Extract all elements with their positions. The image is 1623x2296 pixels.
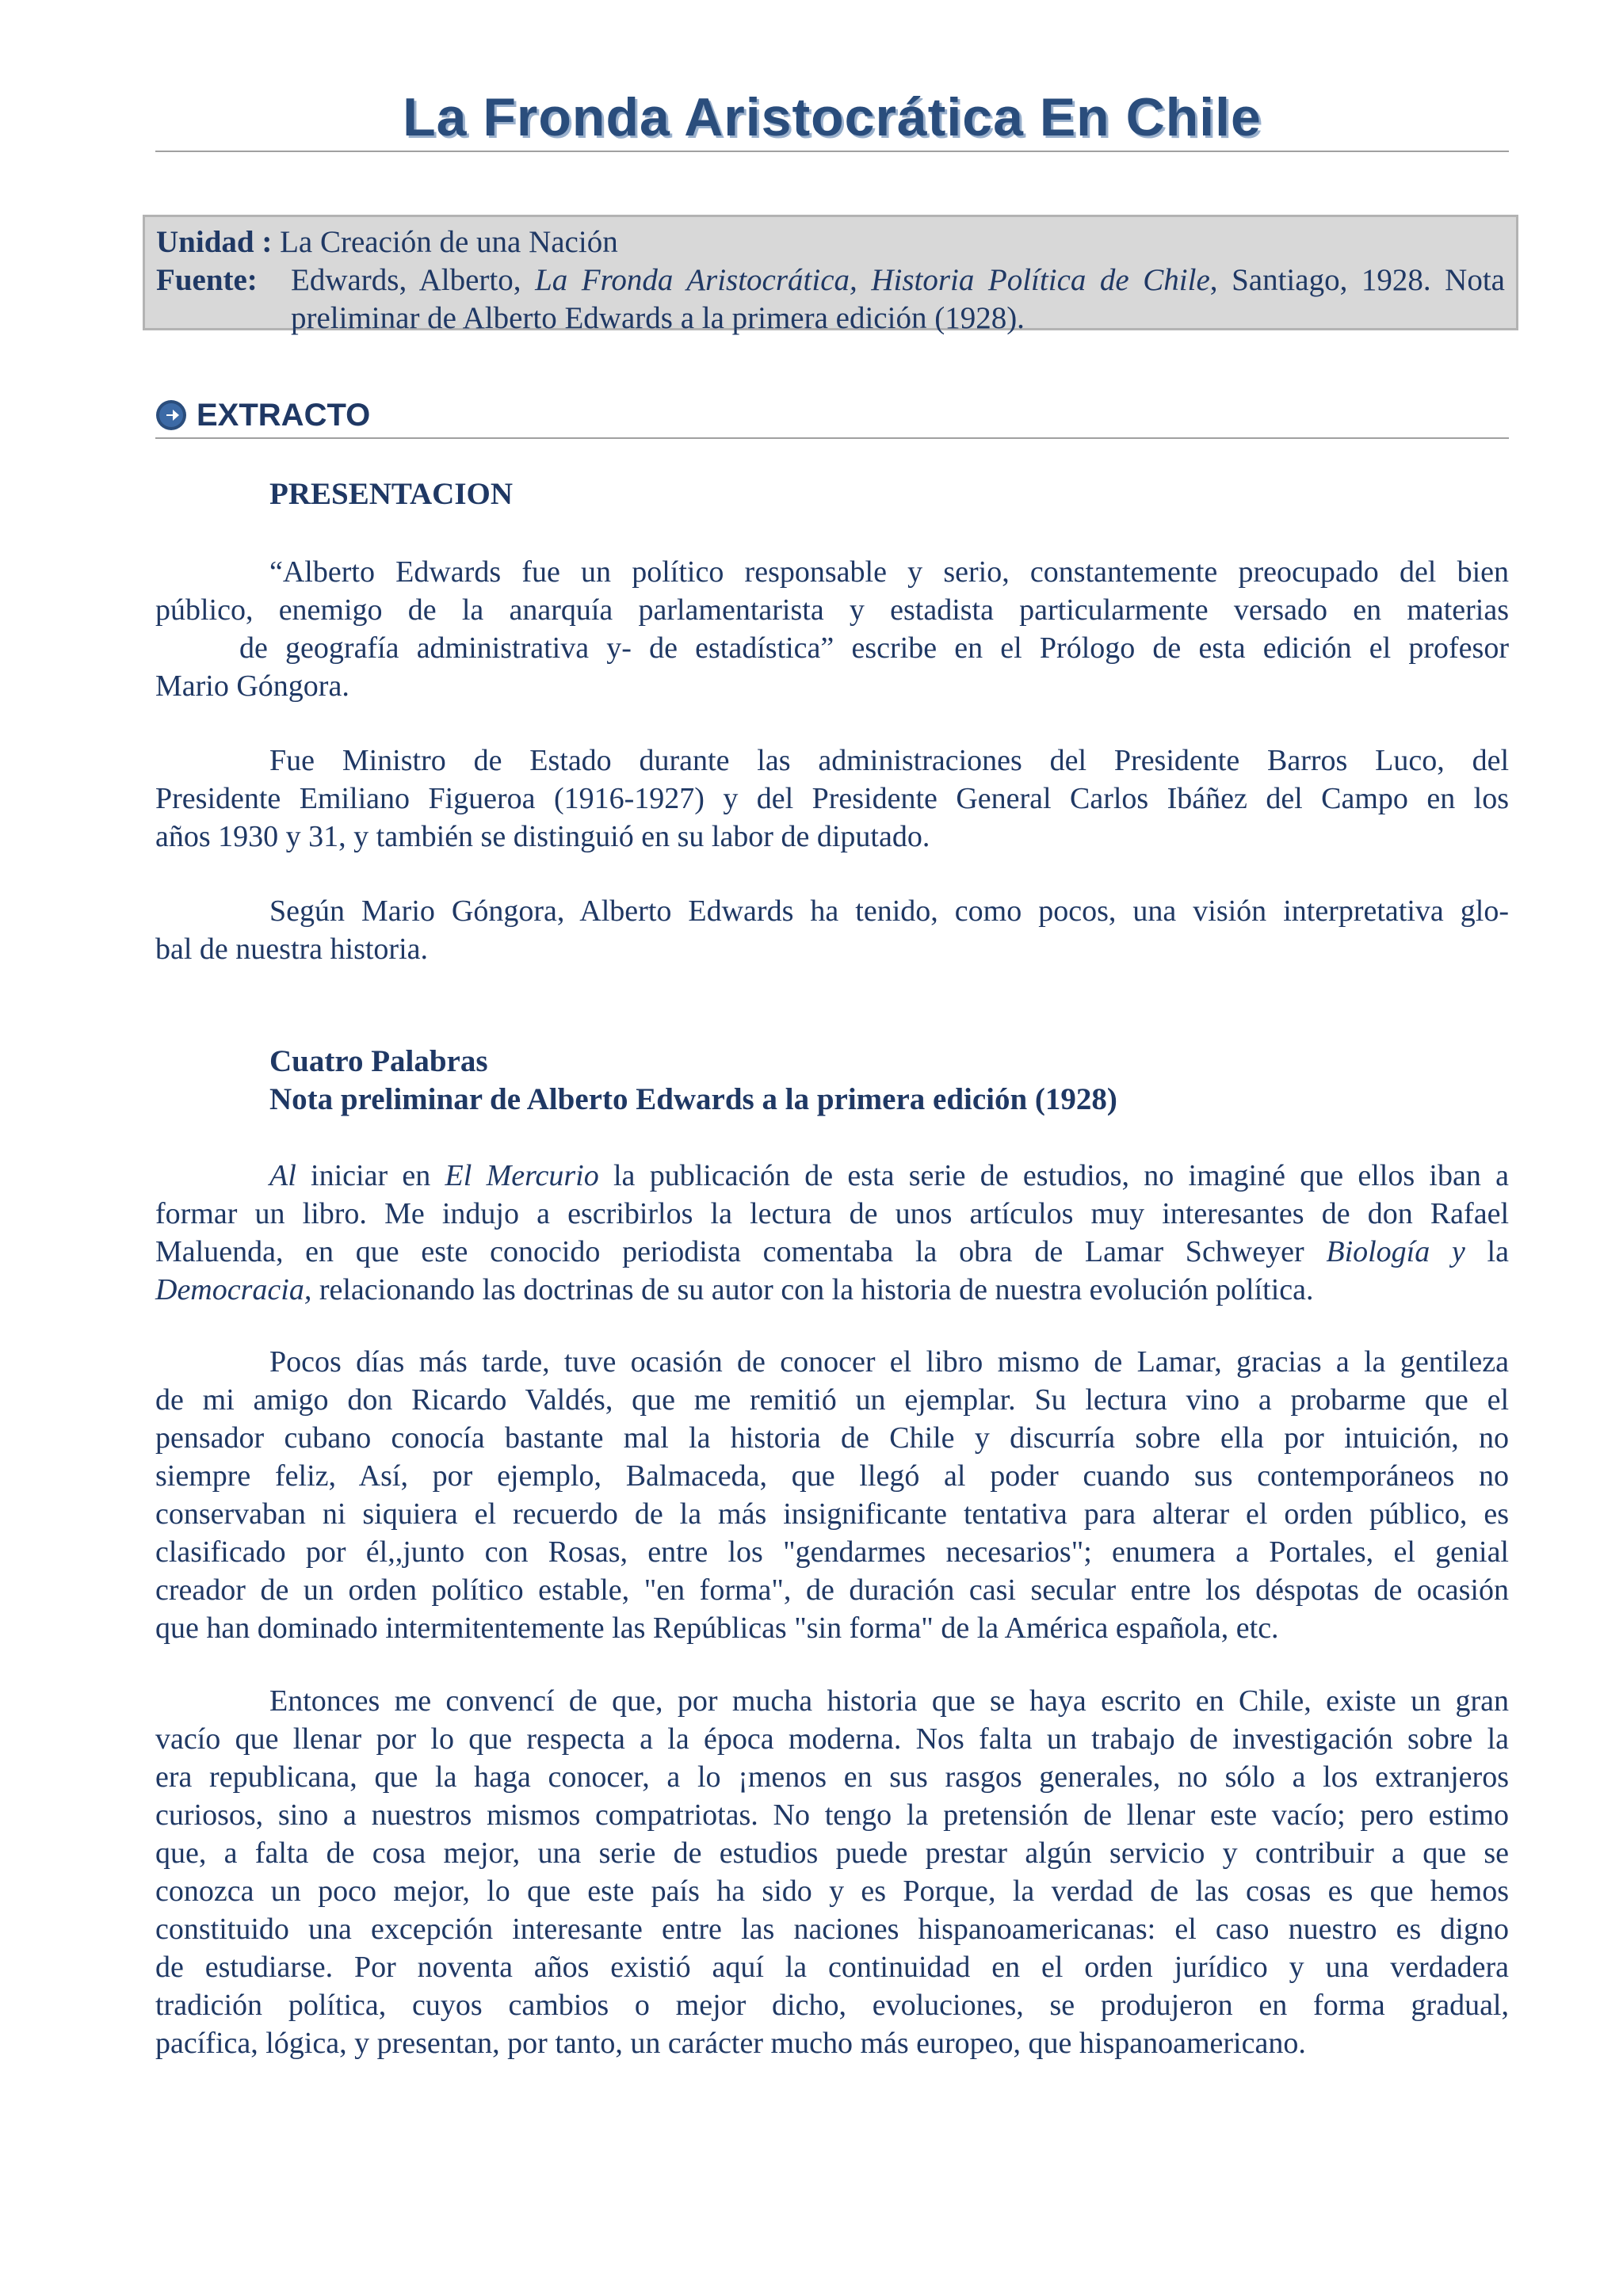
fuente-details: , Santiago, 1928. Nota preliminar de Alberto Edwards a la primera edición (1928). [291, 263, 1505, 335]
text-line: tradición política, cuyos cambios o mejor dicho, evoluciones, se produjeron en forma gradual, [155, 1989, 1509, 2022]
text-line: bal de nuestra historia. [155, 933, 429, 966]
text-line: conozca un poco mejor, lo que este país ha sido y es Porque, la verdad de las cosas es que hemos [155, 1875, 1509, 1908]
text-line: creador de un orden político estable, "en forma", de duración casi secular entre los déspotas de ocasión [155, 1573, 1509, 1607]
presentacion-heading: PRESENTACION [269, 477, 513, 511]
presentacion-paragraph-2 [155, 742, 1509, 856]
title-text: La Fronda Aristocrática En Chile [403, 87, 1262, 147]
text-segment: Maluenda, en que este conocido periodista comentaba la obra de Lamar Schweyer [155, 1235, 1327, 1268]
text-line: era republicana, que la haga conocer, a lo ¡menos en sus rasgos generales, no sólo a los extranjeros [155, 1760, 1509, 1794]
text-line: Pocos días más tarde, tuve ocasión de conocer el libro mismo de Lamar, gracias a la gentileza [269, 1345, 1509, 1379]
fuente-book-title: La Fronda Aristocrática, Historia Política de Chile [535, 263, 1210, 297]
book-title-part: Biología y [1326, 1235, 1465, 1268]
text-line: Entonces me convencí de que, por mucha historia que se haya escrito en Chile, existe un gran [269, 1684, 1509, 1718]
text-line: de estudiarse. Por noventa años existió aquí la continuidad en el orden jurídico y una verdadera [155, 1951, 1509, 1984]
document-title [155, 86, 1509, 149]
text-line: Mario Góngora. [155, 669, 349, 703]
section-rule [155, 437, 1509, 439]
text-line [155, 1157, 1509, 1195]
text-line: constituido una excepción interesante entre las naciones hispanoamericanas: el caso nuestro es digno [155, 1913, 1509, 1946]
text-line: curiosos, sino a nuestros mismos compatriotas. No tengo la pretensión de llenar este vacío; pero estimo [155, 1798, 1509, 1832]
text-line: años 1930 y 31, y también se distinguió en su labor de diputado. [155, 820, 930, 853]
text-line [155, 1233, 1509, 1271]
presentacion-paragraph-1 [155, 553, 1509, 705]
text-segment: relacionando las doctrinas de su autor con la historia de nuestra evolución política. [311, 1273, 1314, 1306]
section-title: EXTRACTO [197, 397, 371, 433]
fuente-label: Fuente: [156, 263, 258, 297]
text-line [155, 1271, 1509, 1309]
text-line: siempre feliz, Así, por ejemplo, Balmaceda, que llegó al poder cuando sus contemporáneos no [155, 1459, 1509, 1493]
cuatro-paragraph-2 [155, 1343, 1509, 1647]
section-header [155, 393, 370, 437]
fuente-author: Edwards, Alberto, [291, 263, 521, 297]
text-line: “Alberto Edwards fue un político responsable y serio, constantemente preocupado del bien [269, 555, 1509, 589]
text-segment: la publicación de esta serie de estudios, no imaginé que ellos iban a [598, 1159, 1509, 1192]
italic-word: Al [269, 1159, 296, 1192]
text-line: público, enemigo de la anarquía parlamentarista y estadista particularmente versado en materias [155, 593, 1509, 627]
cuatro-paragraph-1 [155, 1157, 1509, 1309]
text-segment: iniciar en [296, 1159, 445, 1192]
text-line: Según Mario Góngora, Alberto Edwards ha tenido, como pocos, una visión interpretativa glo- [269, 894, 1509, 928]
text-line: Presidente Emiliano Figueroa (1916-1927) y del Presidente General Carlos Ibáñez del Campo en los [155, 782, 1509, 815]
unidad-value: La Creación de una Nación [280, 225, 618, 259]
text-line: conservaban ni siquiera el recuerdo de la más insignificante tentativa para alterar el orden público, es [155, 1497, 1509, 1531]
text-line: pacífica, lógica, y presentan, por tanto, un carácter mucho más europeo, que hispanoamericano. [155, 2027, 1306, 2060]
unidad-label: Unidad : [156, 225, 273, 259]
source-info-box [143, 215, 1518, 335]
text-line: Fue Ministro de Estado durante las administraciones del Presidente Barros Luco, del [269, 744, 1509, 777]
text-segment: la [1465, 1235, 1509, 1268]
book-title-part: Democracia, [155, 1273, 312, 1306]
text-line: pensador cubano conocía bastante mal la historia de Chile y discurría sobre ella por intuición, no [155, 1421, 1509, 1455]
fuente-row [156, 261, 1505, 338]
newspaper-name: El Mercurio [445, 1159, 599, 1192]
cuatro-paragraph-3 [155, 1682, 1509, 2062]
text-line: que han dominado intermitentemente las Repúblicas "sin forma" de la América española, etc. [155, 1611, 1279, 1645]
text-line: vacío que llenar por lo que respecta a la época moderna. Nos falta un trabajo de investigación sobre la [155, 1722, 1509, 1756]
nota-preliminar-heading: Nota preliminar de Alberto Edwards a la primera edición (1928) [269, 1082, 1117, 1116]
text-line: de geografía administrativa y- de estadística” escribe en el Prólogo de esta edición el profesor [239, 631, 1509, 665]
text-line: que, a falta de cosa mejor, una serie de estudios puede prestar algún servicio y contribuir a que se [155, 1836, 1509, 1870]
arrow-right-circle-icon [155, 399, 187, 431]
cuatro-palabras-heading: Cuatro Palabras [269, 1044, 488, 1078]
unidad-row [156, 223, 1505, 261]
text-line: formar un libro. Me indujo a escribirlos la lectura de unos artículos muy interesantes de don Rafael [155, 1197, 1509, 1230]
title-rule [155, 151, 1509, 152]
text-line: clasificado por él,,junto con Rosas, entre los "gendarmes necesarios"; enumera a Portales, el genial [155, 1535, 1509, 1569]
text-line: de mi amigo don Ricardo Valdés, que me remitió un ejemplar. Su lectura vino a probarme que el [155, 1383, 1509, 1417]
presentacion-paragraph-3 [155, 892, 1509, 968]
